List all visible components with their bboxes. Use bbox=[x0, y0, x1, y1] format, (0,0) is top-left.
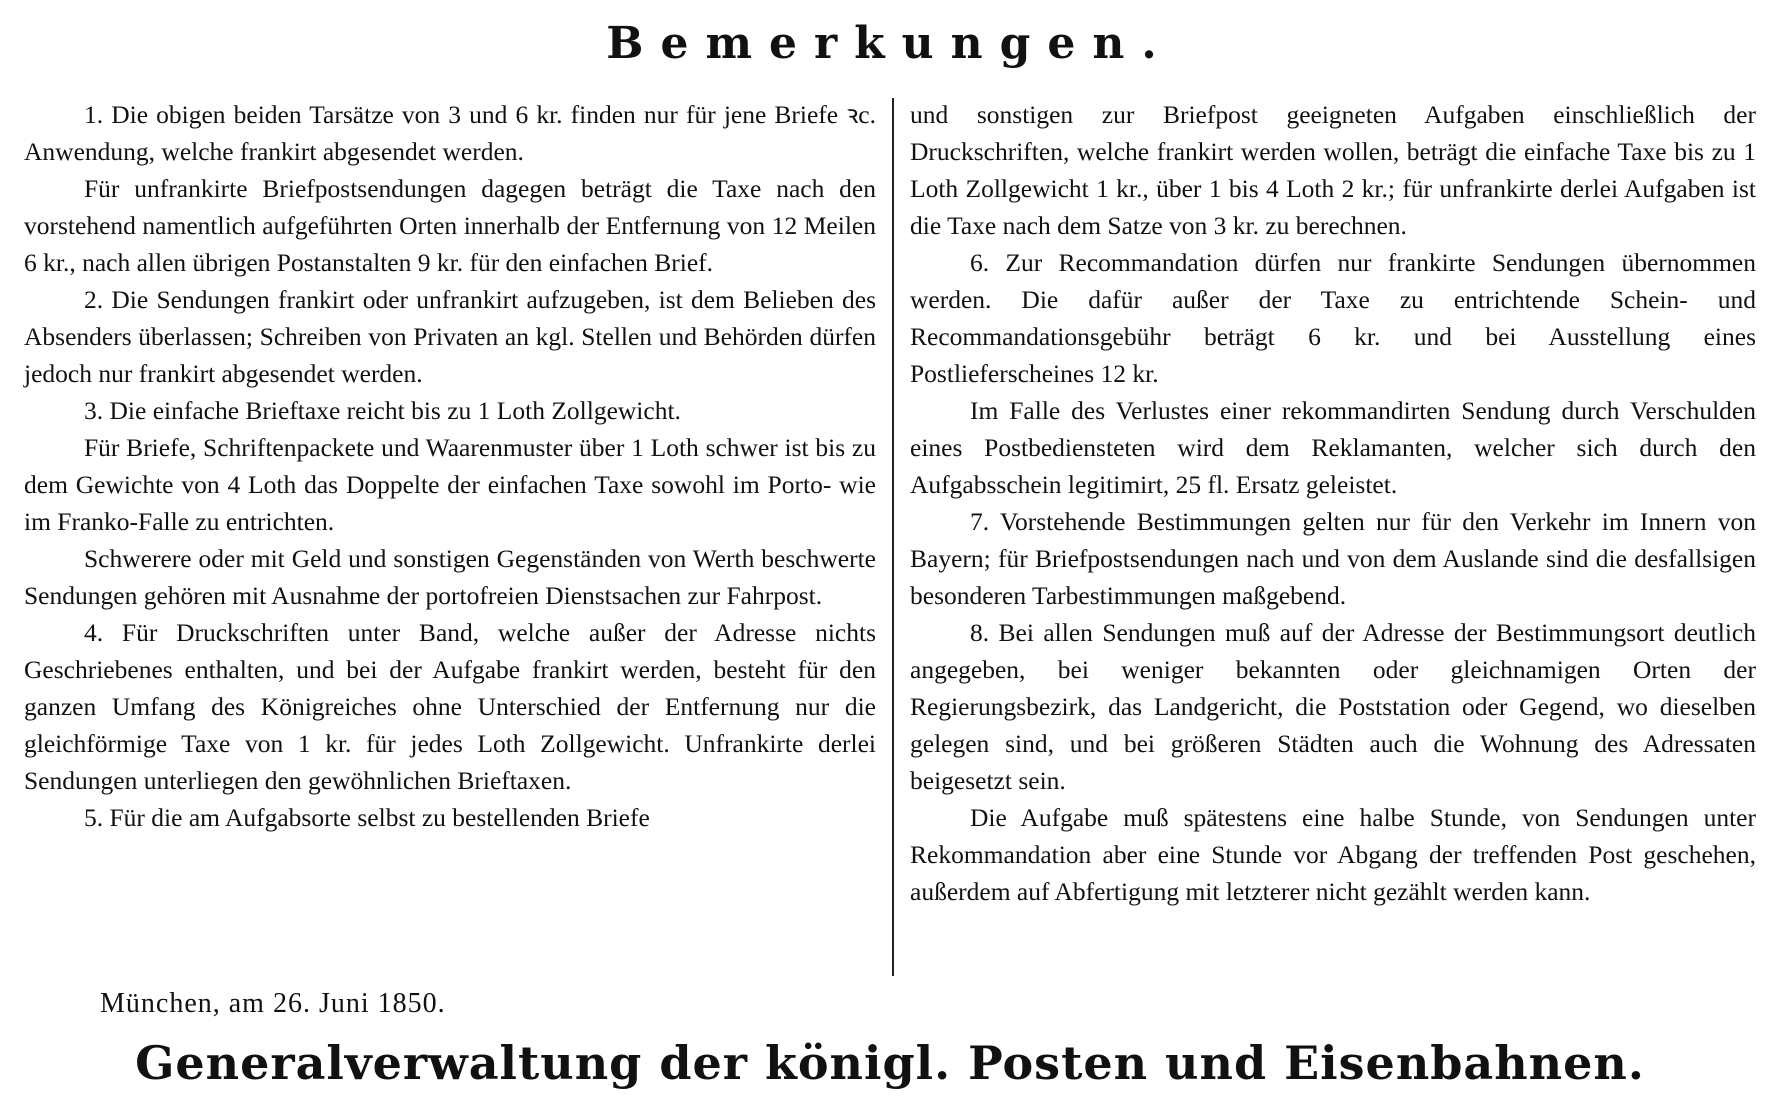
paragraph: und sonstigen zur Briefpost geeigneten Aufgaben einschließlich der Druckschriften, welche frankirt werden wollen, beträgt die einfache Taxe bis zu 1 Loth Zollgewicht 1 kr., über 1 bis 4 Loth 2 kr.; für unfrankirte derlei Aufgaben ist die Taxe nach dem Satze von 3 kr. zu berechnen. bbox=[910, 100, 1756, 240]
dateline: München, am 26. Juni 1850. bbox=[100, 988, 446, 1019]
paragraph: 2. Die Sendungen frankirt oder unfrankirt aufzugeben, ist dem Belieben des Absenders überlassen; Schreiben von Privaten an kgl. Stellen und Behörden dürfen jedoch nur frankirt abgesendet werden. bbox=[24, 285, 876, 388]
paragraph: 4. Für Druckschriften unter Band, welche außer der Adresse nichts Geschriebenes enthalten, und bei der Aufgabe frankirt werden, besteht für den ganzen Umfang des Königreiches ohne Unterschied der Entfernung nur die gleichförmige Taxe von 1 kr. für jedes Loth Zollgewicht. Unfrankirte derlei Sendungen unterliegen den gewöhnlichen Brieftaxen. bbox=[24, 618, 876, 795]
paragraph: Für Briefe, Schriftenpackete und Waarenmuster über 1 Loth schwer ist bis zu dem Gewichte von 4 Loth das Doppelte der einfachen Taxe sowohl im Porto- wie im Franko-Falle zu entrichten. bbox=[24, 433, 876, 536]
column-divider bbox=[892, 98, 894, 976]
section-heading: Bemerkungen. bbox=[606, 18, 1174, 69]
paragraph: Im Falle des Verlustes einer rekommandirten Sendung durch Verschulden eines Postbediensteten wird dem Reklamanten, welcher sich durch den Aufgabsschein legitimirt, 25 fl. Ersatz geleistet. bbox=[910, 396, 1756, 499]
right-column bbox=[910, 96, 1756, 910]
paragraph: 3. Die einfache Brieftaxe reicht bis zu 1 Loth Zollgewicht. bbox=[84, 396, 681, 425]
paragraph: 1. Die obigen beiden Tarsätze von 3 und 6 kr. finden nur für jene Briefe ꝛc. Anwendung, welche frankirt abgesendet werden. bbox=[24, 100, 876, 166]
issuing-authority: Generalverwaltung der königl. Posten und Eisenbahnen. bbox=[135, 1036, 1645, 1090]
paragraph: 5. Für die am Aufgabsorte selbst zu bestellenden Briefe bbox=[84, 803, 650, 832]
paragraph: Für unfrankirte Briefpostsendungen dagegen beträgt die Taxe nach den vorstehend namentlich aufgeführten Orten innerhalb der Entfernung von 12 Meilen 6 kr., nach allen übrigen Postanstalten 9 kr. für den einfachen Brief. bbox=[24, 174, 876, 277]
paragraph: 7. Vorstehende Bestimmungen gelten nur für den Verkehr im Innern von Bayern; für Briefpostsendungen nach und von dem Auslande sind die desfallsigen besonderen Tarbestimmungen maßgebend. bbox=[910, 507, 1756, 610]
paragraph: 6. Zur Recommandation dürfen nur frankirte Sendungen übernommen werden. Die dafür außer der Taxe zu entrichtende Schein- und Recommandationsgebühr beträgt 6 kr. und bei Ausstellung eines Postlieferscheines 12 kr. bbox=[910, 248, 1756, 388]
paragraph: Schwerere oder mit Geld und sonstigen Gegenständen von Werth beschwerte Sendungen gehören mit Ausnahme der portofreien Dienstsachen zur Fahrpost. bbox=[24, 544, 876, 610]
left-column bbox=[24, 96, 876, 836]
paragraph: 8. Bei allen Sendungen muß auf der Adresse der Bestimmungsort deutlich angegeben, bei weniger bekannten oder gleichnamigen Orten der Regierungsbezirk, das Landgericht, die Poststation oder Gegend, wo dieselben gelegen sind, und bei größeren Städten auch die Wohnung des Adressaten beigesetzt sein. bbox=[910, 618, 1756, 795]
paragraph: Die Aufgabe muß spätestens eine halbe Stunde, von Sendungen unter Rekommandation aber eine Stunde vor Abgang der treffenden Post geschehen, außerdem auf Abfertigung mit letzterer nicht gezählt werden kann. bbox=[910, 803, 1756, 906]
